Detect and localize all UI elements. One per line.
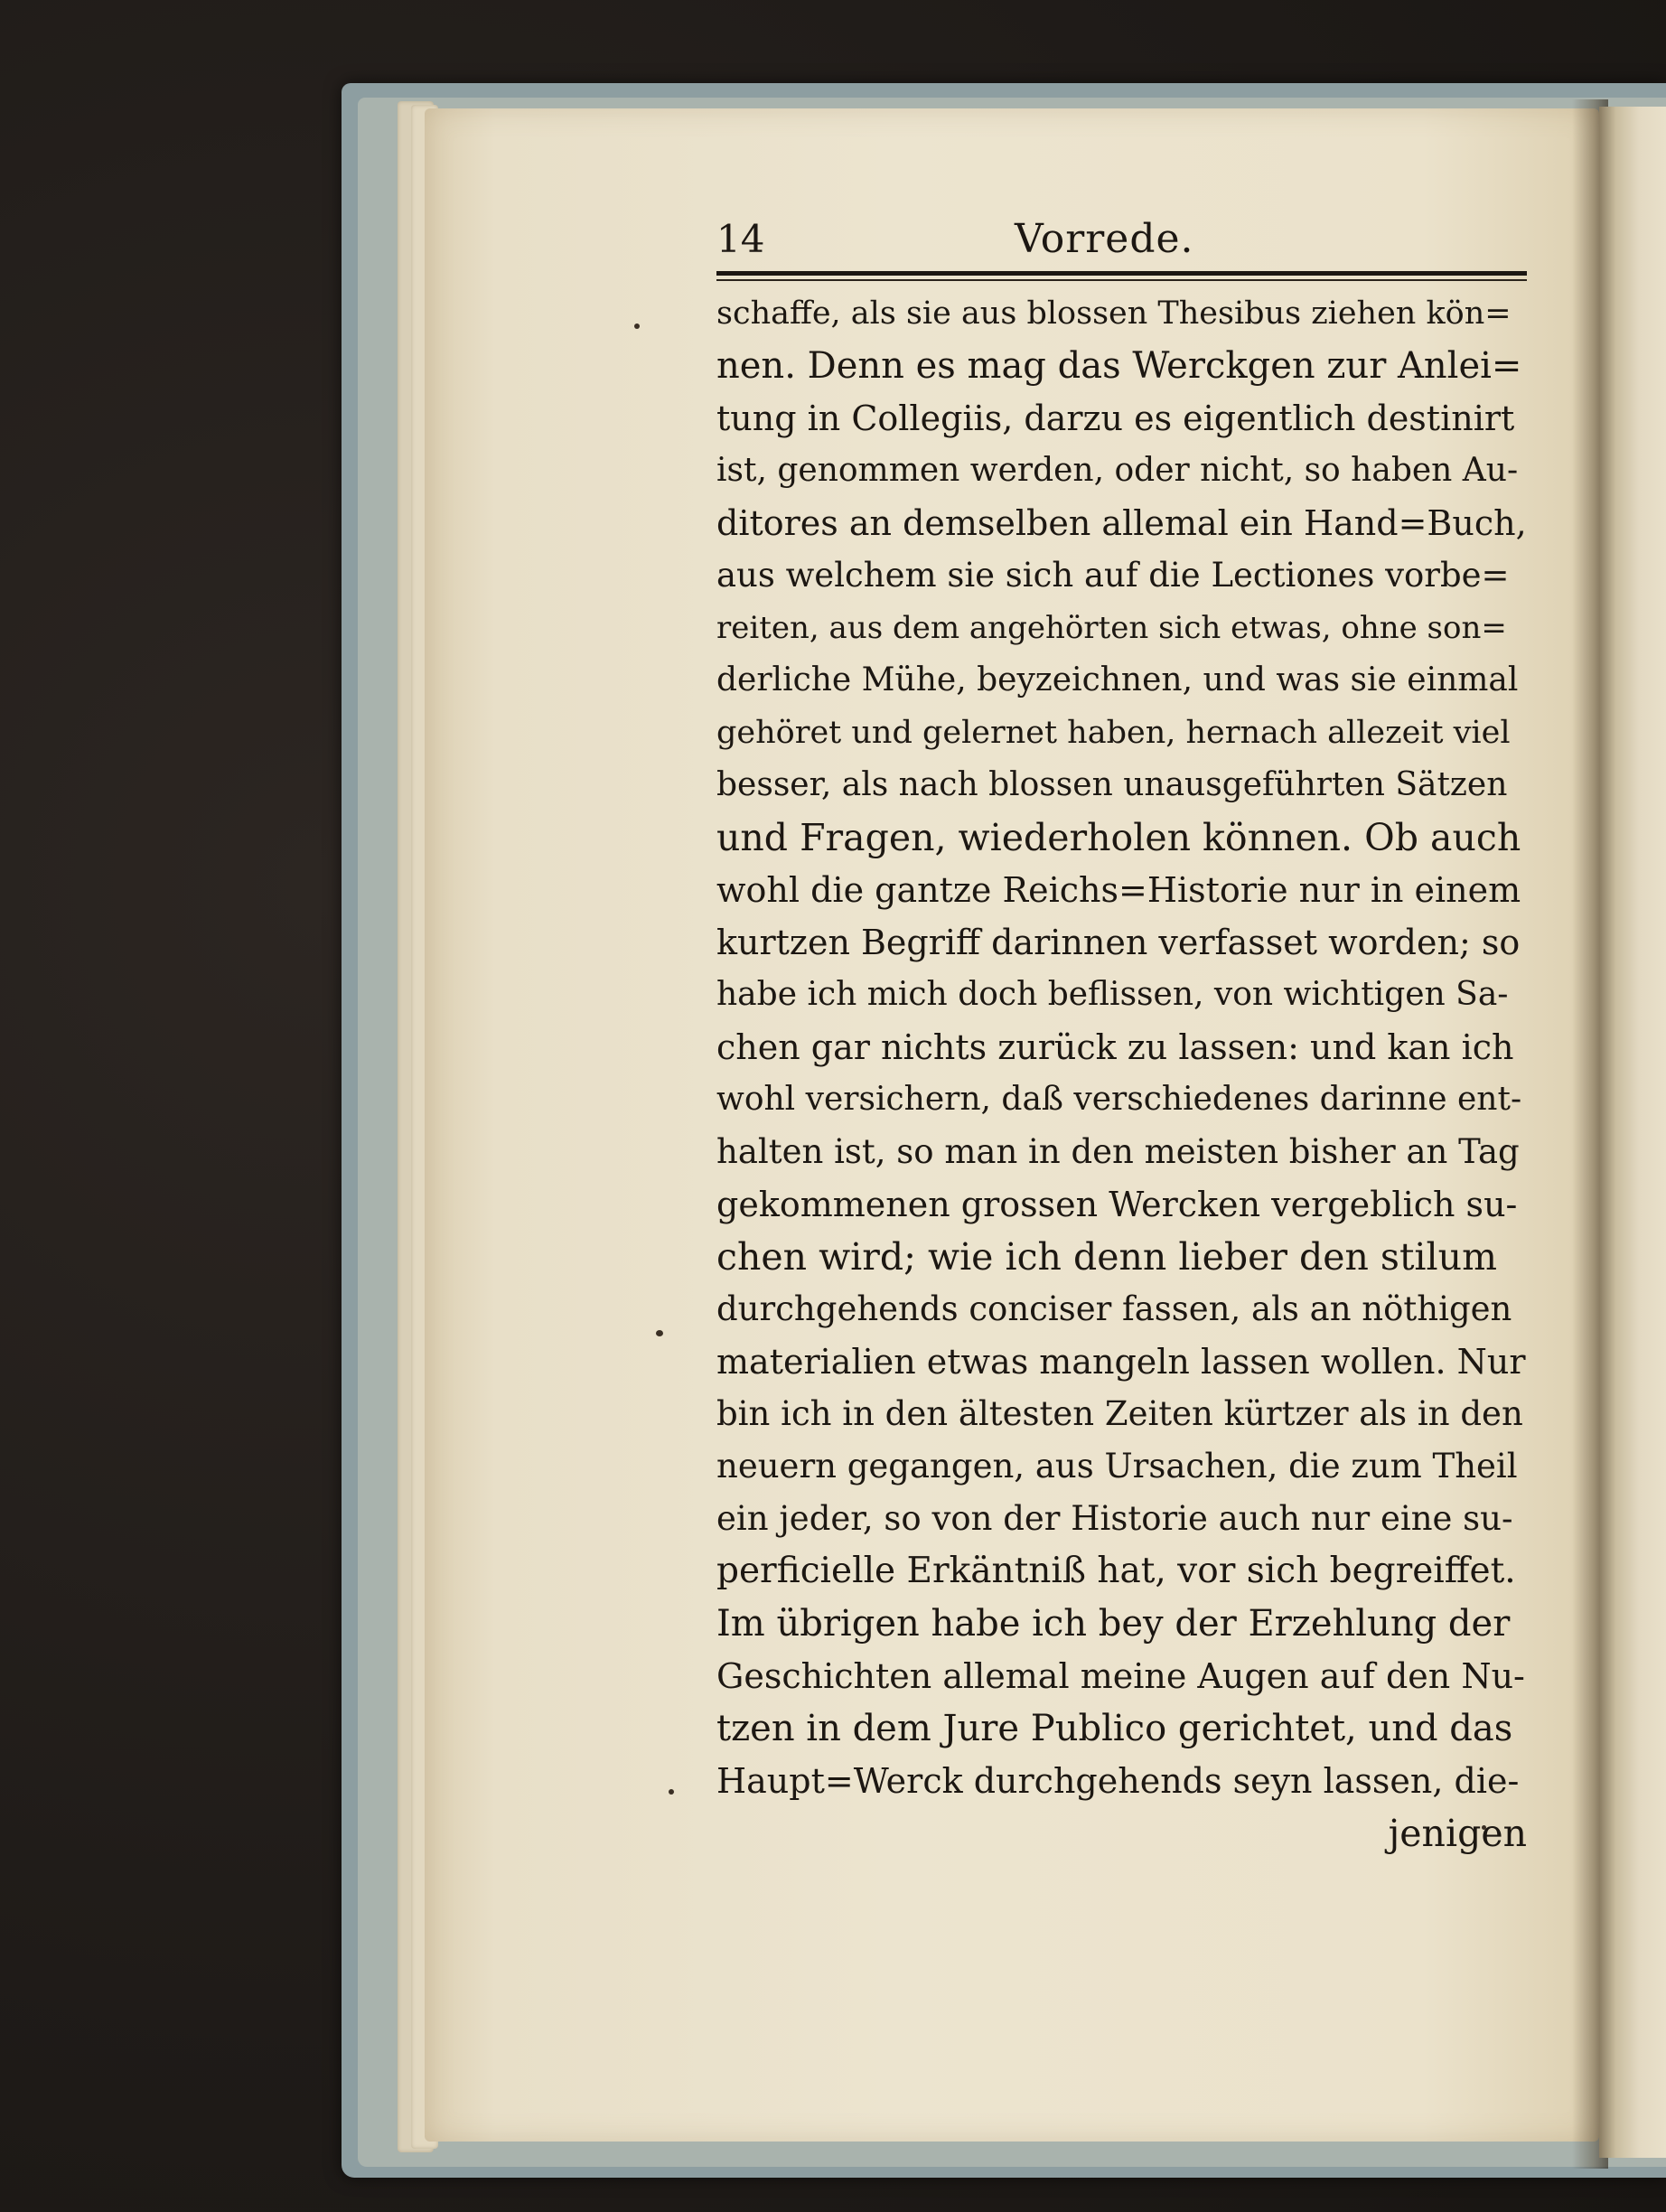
running-head: Vorrede.: [1015, 216, 1194, 262]
text-line: derliche Mühe, beyzeichnen, und was sie einmal: [716, 661, 1519, 698]
text-line: tung in Collegiis, darzu es eigentlich destinirt: [716, 398, 1515, 438]
text-line: schaffe, als sie aus blossen Thesibus ziehen kön=: [716, 295, 1512, 332]
text-line: nen. Denn es mag das Werckgen zur Anlei=: [716, 345, 1522, 387]
page-text-block: [716, 216, 1527, 1855]
text-line: besser, als nach blossen unausgeführten Sätzen: [716, 766, 1508, 803]
page-speck: [669, 1789, 674, 1795]
page-speck: [634, 323, 640, 329]
text-line: ditores an demselben allemal ein Hand=Buch,: [716, 503, 1527, 543]
text-line: habe ich mich doch beflissen, von wichtigen Sa-: [716, 976, 1509, 1013]
text-line: ist, genommen werden, oder nicht, so haben Au-: [716, 452, 1519, 489]
body-text: [716, 287, 1527, 1860]
text-line: Haupt=Werck durchgehends seyn lassen, die-: [716, 1761, 1520, 1801]
text-line: bin ich in den ältesten Zeiten kürtzer als in den: [716, 1394, 1523, 1433]
facing-page-edge: [1599, 107, 1666, 2158]
text-line: Im übrigen habe ich bey der Erzehlung der: [716, 1603, 1511, 1645]
text-line: tzen in dem Jure Publico gerichtet, und das: [716, 1708, 1513, 1749]
text-line: neuern gegangen, aus Ursachen, die zum Theil: [716, 1447, 1518, 1486]
text-line: reiten, aus dem angehörten sich etwas, ohne son=: [716, 610, 1507, 646]
text-line: ein jeder, so von der Historie auch nur eine su-: [716, 1499, 1513, 1538]
text-line: durchgehends conciser fassen, als an nöthigen: [716, 1289, 1512, 1328]
text-line: chen wird; wie ich denn lieber den stilum: [716, 1235, 1497, 1279]
text-line: gehöret und gelernet haben, hernach allezeit viel: [716, 715, 1511, 751]
text-line: wohl versichern, daß verschiedenes darinne ent-: [716, 1081, 1522, 1118]
text-line: perficielle Erkäntniß hat, vor sich begreiffet.: [716, 1551, 1516, 1591]
text-line: und Fragen, wiederholen können. Ob auch: [716, 816, 1521, 859]
text-line: Geschichten allemal meine Augen auf den Nu-: [716, 1656, 1525, 1696]
catchword: jenigen: [1388, 1812, 1527, 1855]
page-header: [716, 217, 1527, 271]
text-line: kurtzen Begriff darinnen verfasset worden; so: [716, 923, 1521, 962]
text-line: chen gar nichts zurück zu lassen: und kan ich: [716, 1027, 1514, 1067]
text-line: halten ist, so man in den meisten bisher an Tag: [716, 1132, 1520, 1171]
page-speck: [656, 1330, 663, 1336]
text-line: aus welchem sie sich auf die Lectiones vorbe=: [716, 556, 1510, 595]
text-line: gekommenen grossen Wercken vergeblich su-: [716, 1185, 1518, 1224]
text-line: materialien etwas mangeln lassen wollen. Nur: [716, 1342, 1526, 1382]
text-line: wohl die gantze Reichs=Historie nur in einem: [716, 870, 1521, 910]
header-rule: [716, 271, 1527, 276]
page-number: 14: [716, 217, 765, 261]
